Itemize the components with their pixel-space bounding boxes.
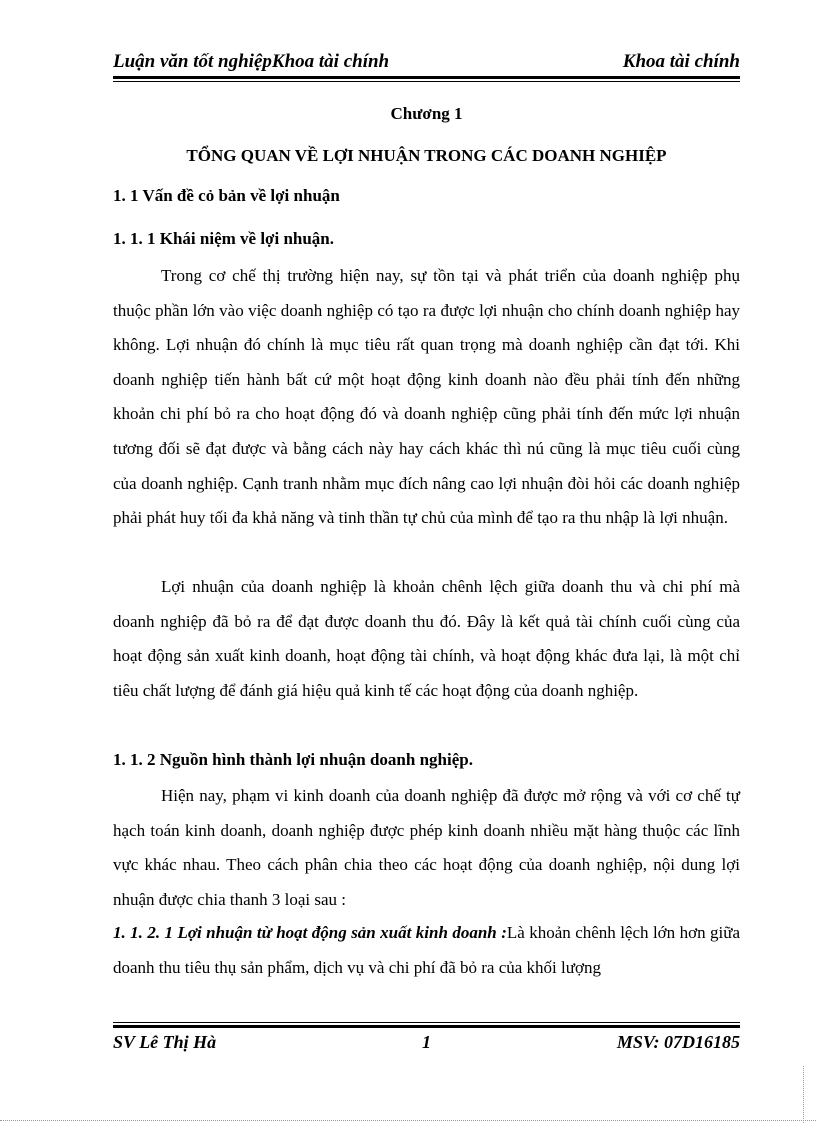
footer-rule-thin: [113, 1022, 740, 1023]
page-edge-horizontal: [0, 1120, 816, 1121]
paragraph-2: [113, 570, 740, 708]
paragraph-3-text: Hiện nay, phạm vi kinh doanh của doanh nghiệp đã được mở rộng và với cơ chế tự hạch toán kinh doanh, doanh nghiệp được phép kinh doanh nhiều mặt hàng thuộc các lĩnh vực khác nhau. Theo cách phân chia theo các hoạt động của doanh nghiệp, nội dung lợi nhuận được chia thanh 3 loại sau :: [113, 786, 740, 909]
header-rule-thick: [113, 76, 740, 79]
page-footer: [113, 1030, 740, 1054]
footer-student-name: SV Lê Thị Hà: [113, 1032, 217, 1052]
header-left-text: Luận văn tốt nghiệpKhoa tài chính: [113, 51, 390, 72]
paragraph-1-text: Trong cơ chế thị trường hiện nay, sự tồn tại và phát triển của doanh nghiệp phụ thuộc phần lớn vào việc doanh nghiệp có tạo ra được lợi nhuận cho chính doanh nghiệp hay không. Lợi nhuận đó chính là mục tiêu rất quan trọng mà doanh nghiệp cần đạt tới. Khi doanh nghiệp tiến hành bất cứ một hoạt động kinh doanh nào đều phải tính đến những khoản chi phí bỏ ra cho hoạt động đó và doanh nghiệp cũng phải tính đến mức lợi nhuận tương đối sẽ đạt được và bằng cách này hay cách khác thì nú cũng là mục tiêu cuối cùng của doanh nghiệp. Cạnh tranh nhằm mục đích nâng cao lợi nhuận đòi hỏi các doanh nghiệp phải phát huy tối đa khả năng và tinh thần tự chủ của mình để tạo ra thu nhập là lợi nhuận.: [113, 266, 740, 528]
paragraph-2-text: Lợi nhuận của doanh nghiệp là khoản chênh lệch giữa doanh thu và chi phí mà doanh nghiệp đã bỏ ra để đạt được doanh thu đó. Đây là kết quả tài chính cuối cùng của hoạt động sản xuất kinh doanh, hoạt động tài chính, và hoạt động khác đưa lại, là một chỉ tiêu chất lượng để đánh giá hiệu quả kinh tế các hoạt động của doanh nghiệp.: [113, 577, 740, 700]
header-right-text: Khoa tài chính: [622, 51, 740, 72]
paragraph-1: [113, 259, 740, 536]
page-edge-vertical: [803, 1066, 804, 1123]
paragraph-3: [113, 779, 740, 917]
paragraph-4-text: Là khoản chênh lệch lớn hơn giữa doanh thu tiêu thụ sản phẩm, dịch vụ và chi phí đã bỏ ra của khối lượng: [113, 923, 740, 977]
paragraph-4: [113, 916, 740, 985]
section-heading-1-1-1: 1. 1. 1 Khái niệm về lợi nhuận.: [113, 229, 335, 248]
subsection-lead: 1. 1. 2. 1 Lợi nhuận từ hoạt động sản xuất kinh doanh :: [113, 923, 507, 942]
chapter-title: TỔNG QUAN VỀ LỢI NHUẬN TRONG CÁC DOANH NGHIỆP: [186, 146, 667, 165]
chapter-number: Chương 1: [390, 104, 463, 123]
footer-student-id: MSV: 07D16185: [616, 1032, 740, 1052]
header-rule-thin: [113, 81, 740, 82]
section-heading-1: 1. 1 Vấn đề cỏ bản về lợi nhuận: [113, 186, 340, 205]
footer-page-number: 1: [422, 1032, 431, 1052]
footer-rule-thick: [113, 1025, 740, 1028]
section-heading-1-1-2: 1. 1. 2 Nguồn hình thành lợi nhuận doanh nghiệp.: [113, 750, 473, 769]
page-header: [113, 50, 740, 74]
